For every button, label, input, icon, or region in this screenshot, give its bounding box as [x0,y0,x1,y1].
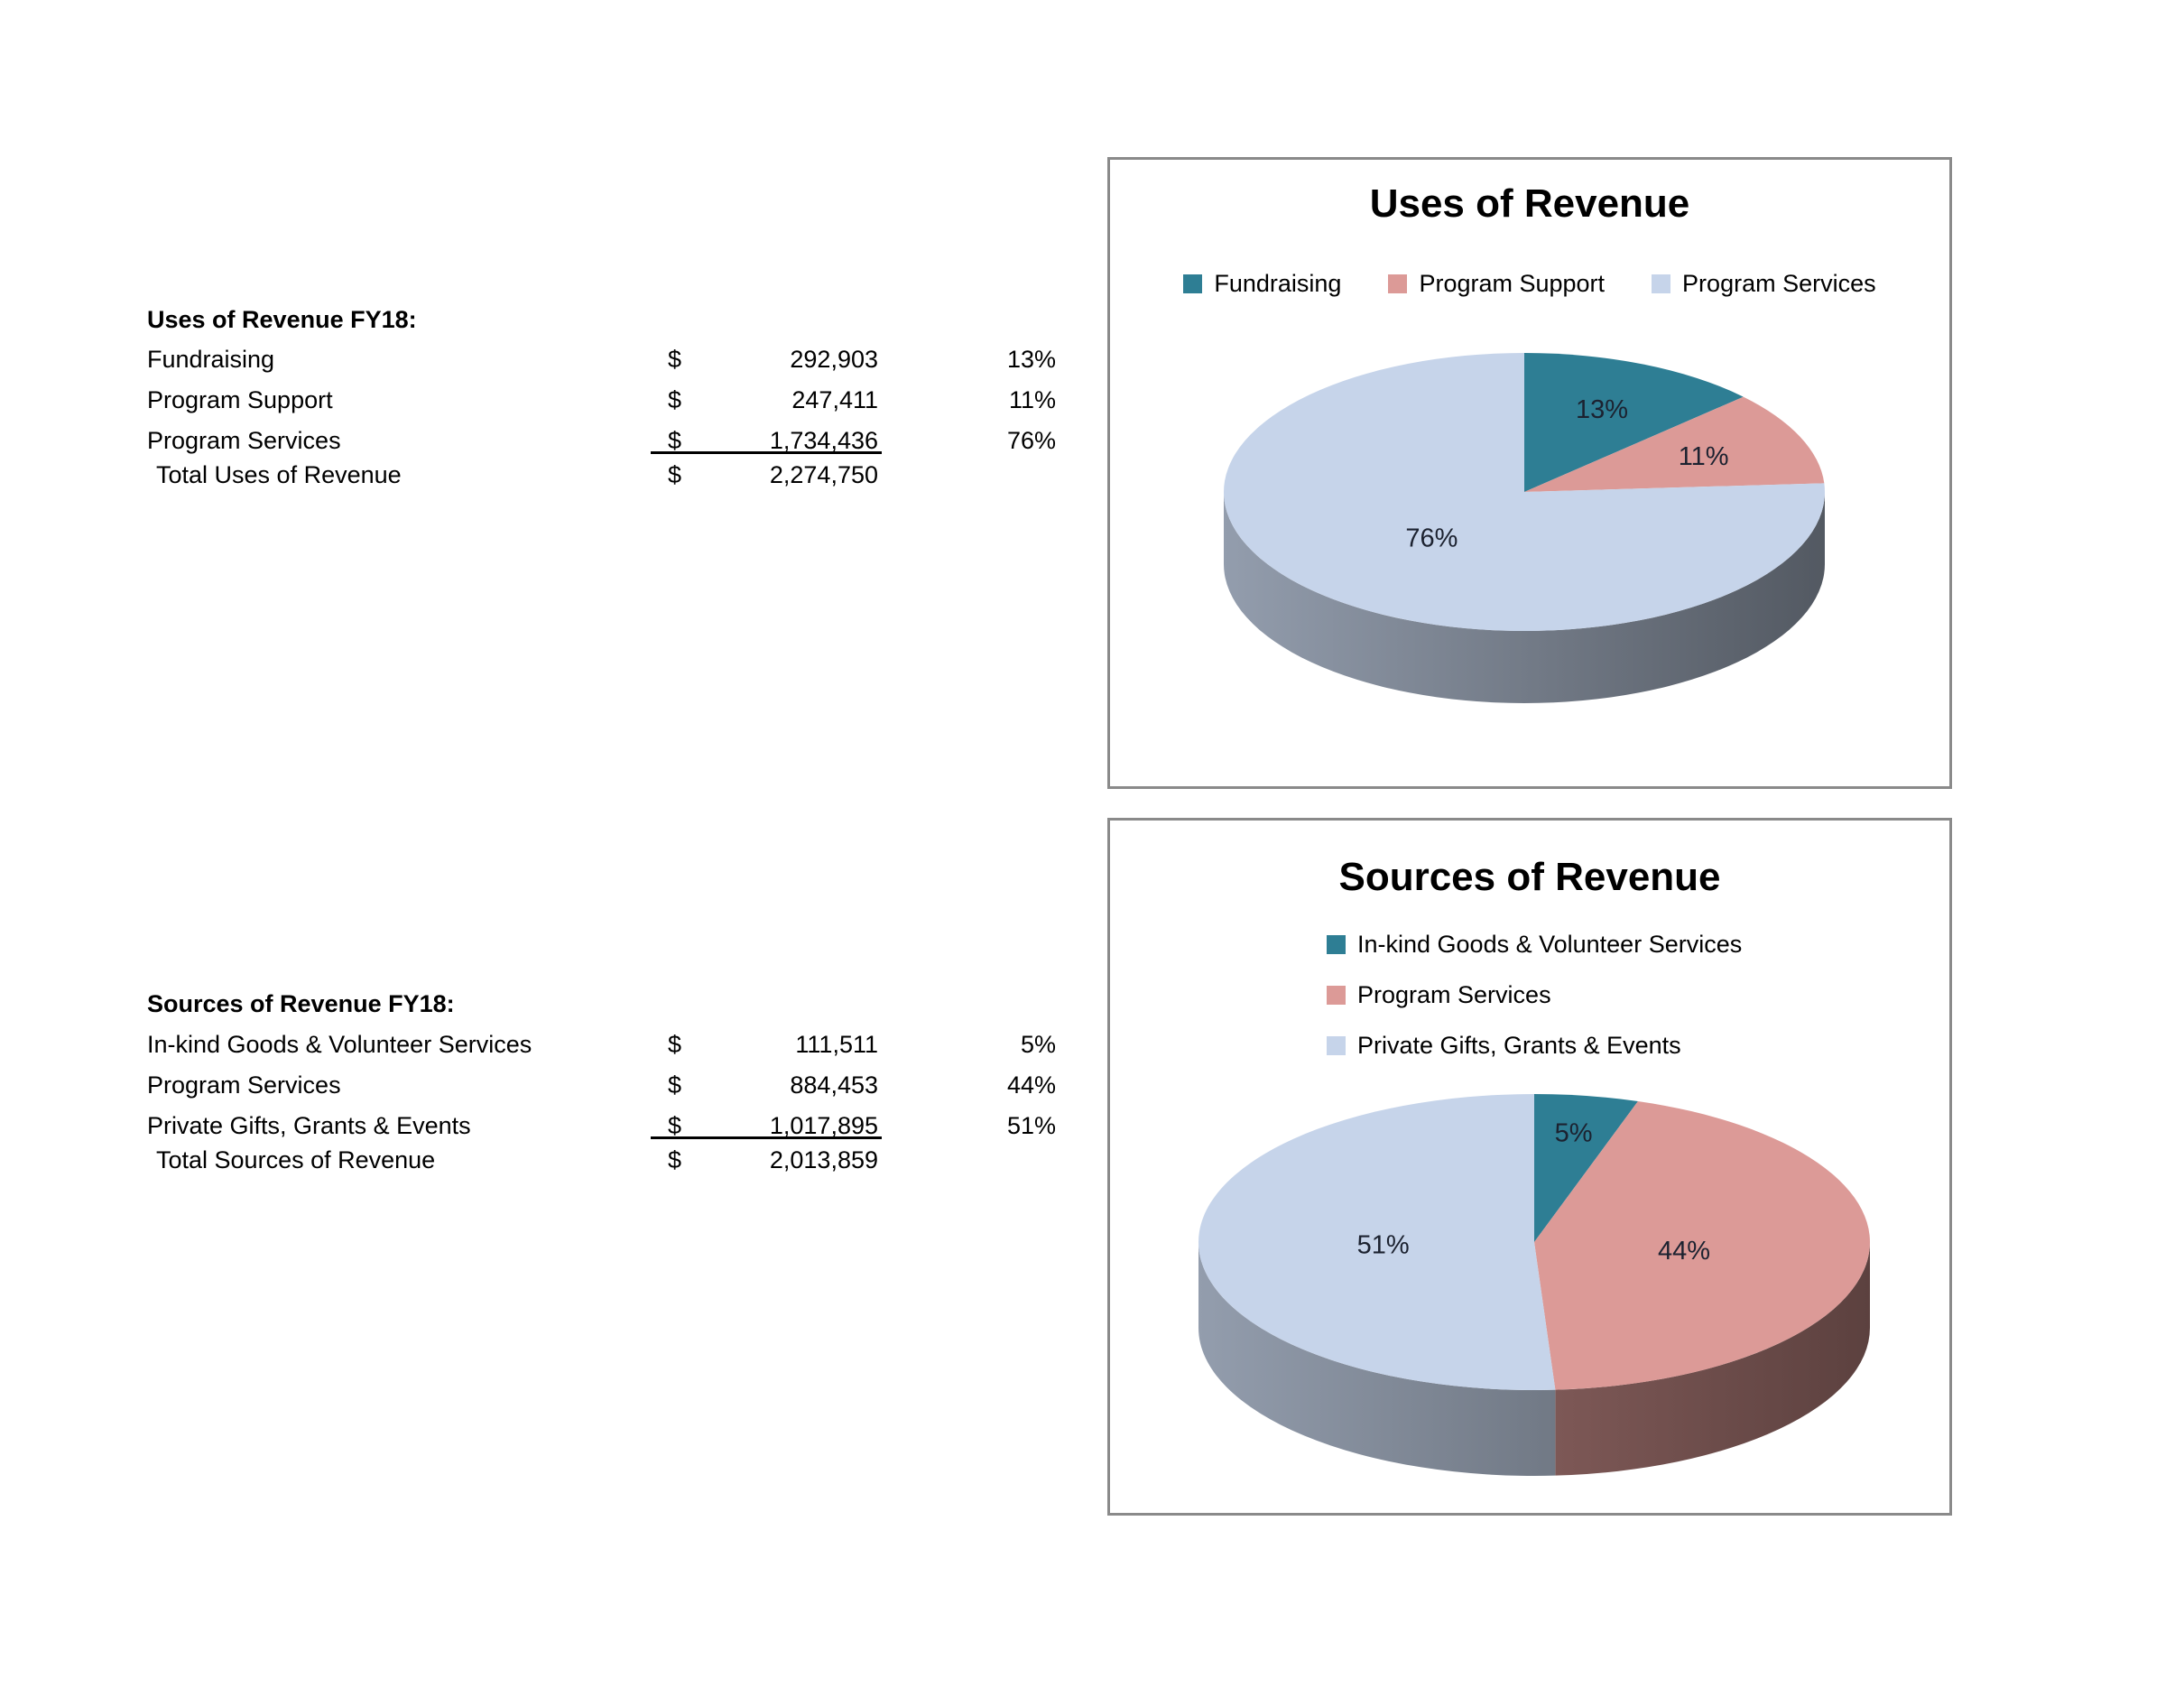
total-amount: 2,274,750 [769,461,878,488]
legend-label: In-kind Goods & Volunteer Services [1357,931,1743,958]
row-amount: 1,017,895 [769,1112,878,1139]
currency-symbol: $ [668,346,682,373]
row-amount: 247,411 [791,386,878,413]
legend-label: Program Support [1419,270,1606,297]
total-row [147,1144,1063,1180]
currency-symbol: $ [668,427,682,454]
row-label: Program Services [147,427,341,454]
table-heading: Uses of Revenue FY18: [147,306,417,333]
row-label: Private Gifts, Grants & Events [147,1112,471,1139]
pie-data-label: 13% [1575,395,1628,425]
currency-symbol: $ [668,1071,682,1099]
currency-symbol: $ [668,1146,682,1173]
legend-label: Fundraising [1214,270,1342,297]
row-amount: 884,453 [790,1071,878,1099]
row-percent: 5% [1020,1031,1056,1058]
chart-title: Sources of Revenue [1338,855,1721,899]
row-label: Program Services [147,1071,341,1099]
row-percent: 51% [1006,1112,1056,1139]
uses-of-revenue-chart [1107,157,1952,789]
table-row [147,424,1063,460]
row-amount: 111,511 [795,1031,878,1058]
table-row [147,1069,1063,1105]
total-row [147,459,1063,495]
legend-label: Program Services [1357,981,1551,1008]
currency-symbol: $ [668,386,682,413]
pie-3d-uses-of-revenue [1110,160,1949,786]
total-amount: 2,013,859 [769,1146,878,1173]
table-row [147,384,1063,420]
currency-symbol: $ [668,1112,682,1139]
pie-data-label: 76% [1405,524,1458,553]
row-percent: 44% [1006,1071,1056,1099]
pie-data-label: 51% [1356,1230,1410,1260]
table-row [147,1109,1063,1145]
row-label: Program Support [147,386,333,413]
table-row [147,343,1063,379]
uses-of-revenue-table [147,303,1063,497]
legend-label: Program Services [1682,270,1876,297]
row-amount: 1,734,436 [769,427,878,454]
table-row [147,1028,1063,1064]
pie-data-label: 44% [1658,1237,1711,1266]
sources-of-revenue-chart [1107,818,1952,1516]
legend-label: Private Gifts, Grants & Events [1357,1032,1681,1059]
table-heading: Sources of Revenue FY18: [147,990,455,1017]
total-rule [651,1136,882,1139]
total-rule [651,451,882,454]
row-amount: 292,903 [790,346,878,373]
chart-title: Uses of Revenue [1369,181,1690,226]
pie-data-label: 5% [1554,1118,1593,1148]
row-percent: 76% [1006,427,1056,454]
row-percent: 11% [1008,386,1056,413]
total-label: Total Uses of Revenue [156,461,402,488]
currency-symbol: $ [668,1031,682,1058]
pie-3d-sources-of-revenue [1110,821,1949,1513]
row-label: In-kind Goods & Volunteer Services [147,1031,532,1058]
pie-data-label: 11% [1678,442,1729,472]
currency-symbol: $ [668,461,682,488]
total-label: Total Sources of Revenue [156,1146,436,1173]
sources-of-revenue-table [147,988,1063,1182]
row-label: Fundraising [147,346,275,373]
row-percent: 13% [1006,346,1056,373]
